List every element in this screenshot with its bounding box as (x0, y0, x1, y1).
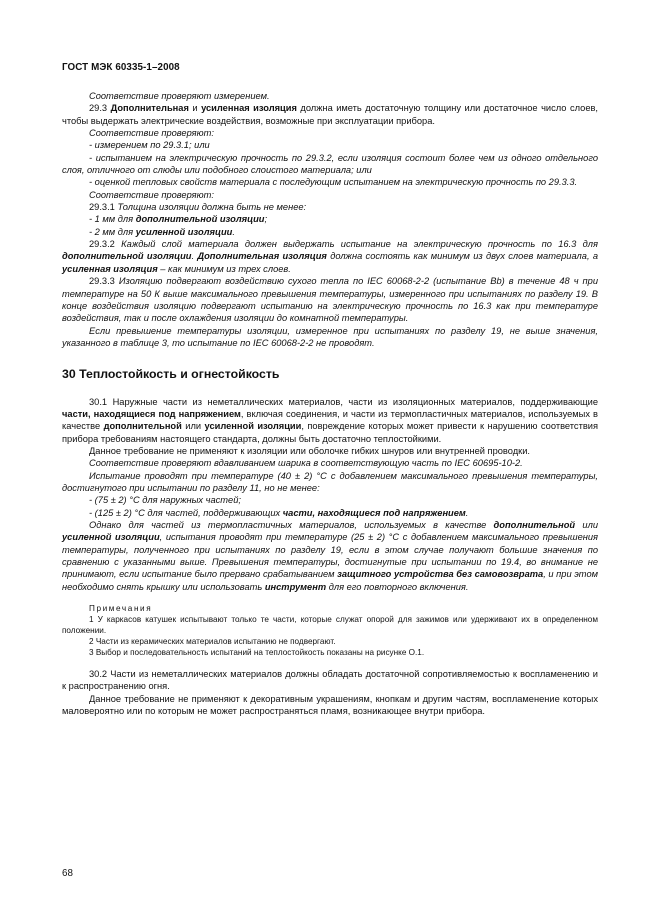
text-run: , повреждение которых может привести к нарушению соответствия прибора требованиям настоящего стандарта, должны быть достаточно теплостойкими. (62, 421, 598, 444)
text-run: , включая соединения, и части из термопластичных материалов, используемых в качестве (62, 408, 598, 432)
paragraph (62, 90, 598, 102)
text-run: Изоляцию подвергают воздействию сухого тепла по IEC 60068-2-2 (испытание Bb) в течение 48 ч при температуре на 50 К выше максимального превышения температуры, измеренного при испытаниях по разделу 19. В конце воздействия изоляцию подвергают испытанию на электрическую прочность по 16.3 как при температуре воздействия, так и после охлаждения изоляции до комнатной температуры. (62, 276, 598, 324)
defined-term: инструмент (264, 581, 327, 592)
paragraph (62, 470, 598, 495)
text-run: - (125 ± 2) °С для частей, поддерживающих (89, 507, 283, 518)
defined-term: усиленная изоляция (201, 103, 297, 114)
paragraph (62, 693, 598, 718)
text-run: Соответствие проверяют: (89, 128, 214, 139)
text-run: 30.1 Наружные части из неметаллических материалов, части из изоляционных материалов, поддерживающие (89, 396, 598, 407)
defined-term: дополнительной (103, 421, 182, 432)
paragraph (62, 457, 598, 469)
text-run: ; (264, 214, 268, 225)
text-run: и (188, 103, 202, 114)
defined-term: Дополнительная изоляция (197, 251, 327, 262)
paragraph (62, 668, 598, 693)
defined-term: Дополнительная (110, 103, 189, 114)
note-item: 2 Части из керамических материалов испытанию не подвергают. (89, 637, 336, 647)
text-run: должна иметь достаточную толщину или достаточное число слоев, чтобы выдержать электрические воздействия, возможные при эксплуатации прибора. (62, 103, 599, 126)
text-run: Соответствие проверяют вдавливанием шарика в соответствующую часть по IEC 60695-10-2. (89, 458, 523, 469)
paragraph (62, 226, 598, 238)
text-run: или (181, 421, 205, 432)
text-run: для его повторного включения. (326, 581, 469, 592)
defined-term: дополнительной (493, 520, 576, 530)
paragraph (62, 201, 598, 213)
text-run: Если превышение температуры изоляции, измеренное при испытаниях по разделу 19, не выше значения, указанного в таблице 3, то испытание по IEC 60068-2-2 не проводят. (62, 325, 598, 348)
note-item: 1 У каркасов катушек испытывают только те части, которые служат опорой для зажимов или удерживают их в определенном положении. (62, 615, 598, 636)
text-run: - испытанием на электрическую прочность по 29.3.2, если изоляция состоит более чем из одного отдельного слоя, отличного от слюды или подобного слоистого материала; или (62, 152, 598, 176)
text-run: , испытания проводят при температуре (25 ± 2) °С с добавлением максимального превышения температуры, полученного при испытаниях по разделу 19, если в этом случае получают большие значения по сравнению с указанными выше. Превышения температуры, достигнутые при испытании по 19.4, во внимание не принимают, если испытание было прервано срабатыванием (62, 532, 598, 580)
defined-term: дополнительной изоляции (62, 251, 192, 262)
text-run: - оценкой тепловых свойств материала с последующим испытанием на электрическую прочность по 29.3.3. (89, 177, 578, 188)
paragraph (62, 238, 598, 275)
text-run: . (191, 251, 198, 262)
text-run: - измерением по 29.3.1; или (89, 140, 210, 151)
defined-term: части, находящиеся под напряжением (282, 507, 466, 518)
paragraph (62, 507, 598, 519)
notes-block (62, 603, 598, 658)
defined-term: усиленной изоляции (204, 421, 302, 432)
text-run: Соответствие проверяют измерением. (89, 91, 270, 101)
text-run: . (232, 226, 235, 237)
text-run: или (575, 520, 598, 530)
document-header: ГОСТ МЭК 60335-1–2008 (62, 62, 180, 73)
text-run: Соответствие проверяют: (89, 189, 214, 200)
text-run: должна состоять как минимум из двух слоев материала, а (326, 251, 598, 262)
defined-term: усиленной изоляции (135, 226, 233, 237)
text-run: - (75 ± 2) °С для наружных частей; (89, 495, 241, 506)
defined-term: дополнительной изоляции (135, 214, 265, 225)
text-run: 30.2 Части из неметаллических материалов должны обладать достаточной сопротивляемостью к воспламенению и к распространению огня. (62, 669, 598, 692)
text-run: Данное требование не применяют к изоляции или оболочке гибких шнуров или внутренней проводки. (89, 445, 530, 456)
text-run: - 2 мм для (89, 226, 136, 237)
paragraph (62, 519, 598, 593)
notes-list (62, 614, 598, 658)
text-run: - 1 мм для (89, 214, 136, 225)
paragraph (62, 275, 598, 324)
paragraph (62, 325, 598, 350)
clause-29-3-block (62, 90, 598, 349)
text-run: – как минимум из трех слоев. (157, 263, 291, 274)
clause-30-2-block (62, 668, 598, 717)
document-body (62, 90, 598, 717)
text-run: . (465, 507, 469, 518)
notes-heading: Примечания (89, 604, 153, 614)
text-run: 29.3 (89, 103, 111, 114)
paragraph (62, 176, 598, 188)
text-run: Толщина изоляции должна быть не менее: (117, 202, 307, 213)
text-run: Испытание проводят при температуре (40 ± 2) °С с добавлением максимального превышения температуры, достигнутого при испытании по разделу 11, но не менее: (62, 470, 598, 493)
paragraph (62, 494, 598, 506)
text-run: 29.3.2 (89, 239, 122, 250)
paragraph (62, 445, 598, 457)
paragraph (62, 189, 598, 201)
text-run: 29.3.1 (89, 202, 118, 213)
text-run: Каждый слой материала должен выдержать испытание на электрическую прочность по 16.3 для (121, 239, 598, 250)
defined-term: усиленная изоляция (62, 263, 158, 274)
paragraph (62, 127, 598, 139)
text-run: , и при этом необходимо снять крышку или использовать (62, 569, 598, 592)
text-run: Однако для частей из термопластичных материалов, используемых в качестве (89, 520, 494, 530)
defined-term: усиленной изоляции (62, 532, 160, 543)
page-number: 68 (62, 868, 73, 879)
paragraph (62, 102, 598, 127)
text-run: 29.3.3 (89, 276, 119, 287)
section-30-title: 30 Теплостойкость и огнестойкость (62, 367, 280, 382)
paragraph (62, 152, 598, 177)
clause-30-1-block (62, 396, 598, 594)
defined-term: части, находящиеся под напряжением (62, 408, 241, 419)
note-item: 3 Выбор и последовательность испытаний на теплостойкость показаны на рисунке О.1. (89, 648, 425, 658)
paragraph (62, 213, 598, 225)
paragraph (62, 139, 598, 151)
defined-term: защитного устройства без самовозврата (337, 569, 544, 580)
text-run: Данное требование не применяют к декоративным украшениям, кнопкам и другим частям, воспламенение которых маловероятно или по которым не может распространяться пламя, возникающее внутри прибора. (62, 693, 598, 717)
paragraph (62, 396, 598, 445)
